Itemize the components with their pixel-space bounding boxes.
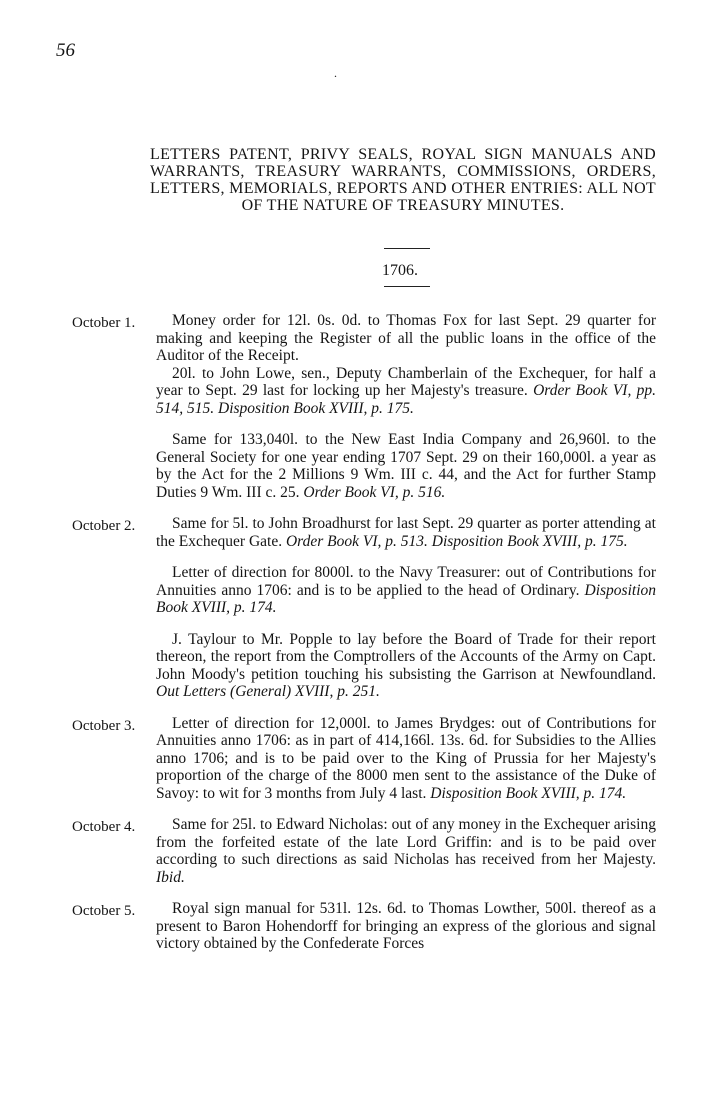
entry-date: October 4. (72, 819, 136, 835)
entry-body (156, 816, 656, 886)
entry-text: Letter of direction for 8000l. to the Navy Treasurer: out of Contributions for Annuities anno 1706: and is to be applied to the head of Ordinary. (156, 564, 656, 599)
entry-text: 20l. to John Lowe, sen., Deputy Chamberlain of the Exchequer, for half a year to Sept. 29 last for locking up her Majesty's treasure. (156, 364, 656, 399)
rule-top (384, 248, 430, 249)
entry-body (156, 715, 656, 803)
entry (0, 631, 722, 701)
entry-reference: Disposition Book XVIII, p. 174. (156, 581, 656, 616)
entry (0, 312, 722, 417)
entry-date: October 2. (72, 518, 136, 534)
entry-reference: Order Book VI, pp. 514, 515. Disposition Book XVIII, p. 175. (156, 382, 657, 417)
year-heading: 1706. (382, 262, 418, 279)
entry-date: October 1. (72, 315, 136, 331)
entry-body (156, 900, 656, 953)
entry-reference: Ibid. (156, 868, 185, 886)
entry (0, 564, 722, 617)
entry (0, 431, 722, 501)
rule-bottom (384, 286, 430, 287)
stray-mark: . (334, 66, 337, 80)
entry-body (156, 631, 656, 701)
entry-body (156, 515, 656, 550)
entry-text: Letter of direction for 12,000l. to James Brydges: out of Contributions for Annuities anno 1706: as in part of 414,166l. 13s. 6d. for Subsidies to the Allies anno 1706; and is to be paid over to the King of Prussia for her Majesty's proportion of the charge of the 8000 men sent to the assistance of the Duke of Savoy: to wit for 3 months from July 4 last. (156, 714, 656, 802)
entry-text: Same for 5l. to John Broadhurst for last Sept. 29 quarter as porter attending at the Exchequer Gate. (156, 515, 656, 550)
entry-paragraph (156, 431, 656, 501)
entry-paragraph (156, 515, 656, 550)
entry (0, 715, 722, 803)
entry-paragraph (156, 312, 656, 365)
entry-paragraph (156, 715, 656, 803)
entries-list (0, 312, 722, 965)
entry-reference: Order Book VI, p. 513. Disposition Book XVIII, p. 175. (285, 532, 628, 550)
entry-reference: Out Letters (General) XVIII, p. 251. (156, 683, 380, 700)
entry-text: J. Taylour to Mr. Popple to lay before the Board of Trade for their report thereon, the report from the Comptrollers of the Accounts of the Army on Capt. John Moody's petition touching his subsisting the Garrison at Newfoundland. (156, 630, 656, 683)
entry-paragraph (156, 564, 656, 617)
entry-paragraph (156, 816, 656, 886)
entry-body (156, 312, 656, 417)
entry (0, 816, 722, 886)
entry-paragraph (156, 900, 656, 953)
entry-text: Same for 25l. to Edward Nicholas: out of any money in the Exchequer arising from the forfeited estate of the late Lord Griffin: and is to be paid over according to such directions as said Nicholas has received from her Majesty. (156, 816, 656, 868)
entry-paragraph (156, 365, 656, 418)
entry-paragraph (156, 631, 656, 701)
entry-body (156, 431, 656, 501)
entry (0, 900, 722, 953)
section-heading: LETTERS PATENT, PRIVY SEALS, ROYAL SIGN MANUALS AND WARRANTS, TREASURY WARRANTS, COMMISSIONS, ORDERS, LETTERS, MEMORIALS, REPORTS AND OTHER ENTRIES: ALL NOT OF THE NATURE OF TREASURY MINUTES. (150, 146, 656, 214)
entry-text: Royal sign manual for 531l. 12s. 6d. to Thomas Lowther, 500l. thereof as a present to Baron Hohendorff for bringing an express of the glorious and signal victory obtained by the Confederate Forces (156, 900, 656, 952)
entry-text: Money order for 12l. 0s. 0d. to Thomas Fox for last Sept. 29 quarter for making and keeping the Register of all the public loans in the office of the Auditor of the Receipt. (156, 312, 656, 364)
entry-reference: Disposition Book XVIII, p. 174. (430, 784, 627, 802)
page-number: 56 (56, 40, 75, 61)
entry-date: October 3. (72, 717, 136, 734)
entry-body (156, 564, 656, 617)
entry-text: Same for 133,040l. to the New East India Company and 26,960l. to the General Society for one year ending 1707 Sept. 29 on their 160,000l. a year as by the Act for the 2 Millions 9 Wm. III c. 44, and the Act for further Stamp Duties 9 Wm. III c. 25. (156, 431, 656, 501)
entry-reference: Order Book VI, p. 516. (303, 483, 446, 501)
entry (0, 515, 722, 550)
entry-date: October 5. (72, 903, 136, 919)
